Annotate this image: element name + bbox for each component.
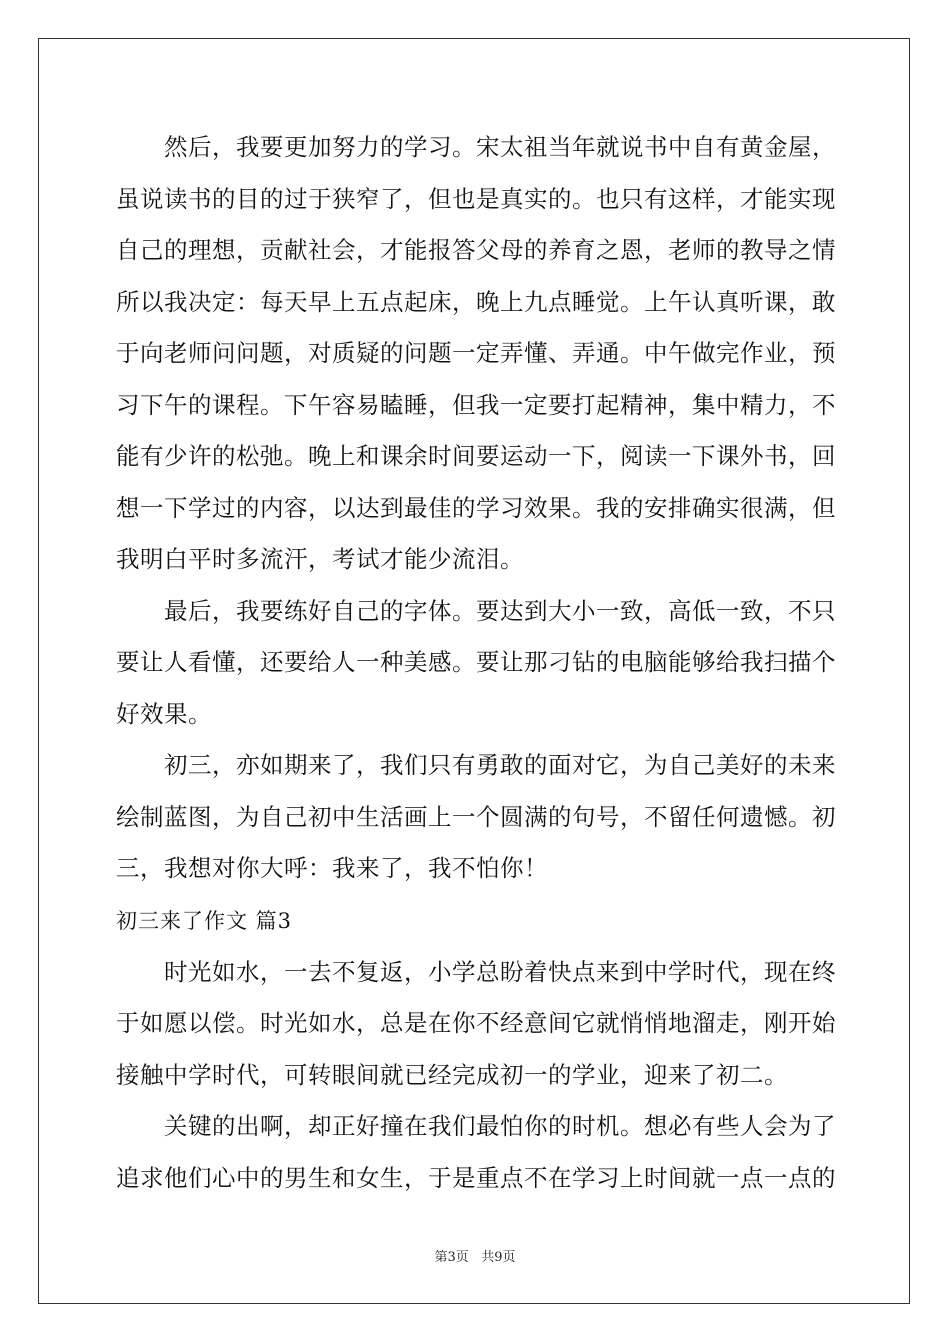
paragraph: 最后，我要练好自己的字体。要达到大小一致，高低一致，不只要让人看懂，还要给人一种美感。要让那刁钻的电脑能够给我扫描个好效果。 [116, 596, 836, 728]
page-footer [0, 1246, 950, 1265]
page-total: 共9页 [481, 1250, 516, 1265]
paragraph: 然后，我要更加努力的学习。宋太祖当年就说书中自有黄金屋，虽说读书的目的过于狭窄了，但也是真实的。也只有这样，才能实现自己的理想，贡献社会，才能报答父母的养育之恩，老师的教导之情所以我决定：每天早上五点起床，晚上九点睡觉。上午认真听课，敢于向老师问问题，对质疑的问题一定弄懂、弄通。中午做完作业，预习下午的课程。下午容易瞌睡，但我一定要打起精神，集中精力，不能有少许的松弛。晚上和课余时间要运动一下，阅读一下课外书，回想一下学过的内容，以达到最佳的学习效果。我的安排确实很满，但我明白平时多流汗，考试才能少流泪。 [116, 133, 836, 573]
paragraph: 初三，亦如期来了，我们只有勇敢的面对它，为自己美好的未来绘制蓝图，为自己初中生活画上一个圆满的句号，不留任何遗憾。初三，我想对你大呼：我来了，我不怕你！ [116, 751, 836, 882]
section-heading: 初三来了作文 篇3 [116, 908, 293, 933]
paragraph: 时光如水，一去不复返，小学总盼着快点来到中学时代，现在终于如愿以偿。时光如水，总是在你不经意间它就悄悄地溜走，刚开始接触中学时代，可转眼间就已经完成初一的学业，迎来了初二。 [116, 957, 836, 1089]
document-body [116, 122, 836, 1204]
paragraph: 关键的出啊，却正好撞在我们最怕你的时机。想必有些人会为了追求他们心中的男生和女生，于是重点不在学习上时间就一点一点的 [116, 1112, 836, 1192]
page-number: 第3页 [434, 1250, 469, 1265]
